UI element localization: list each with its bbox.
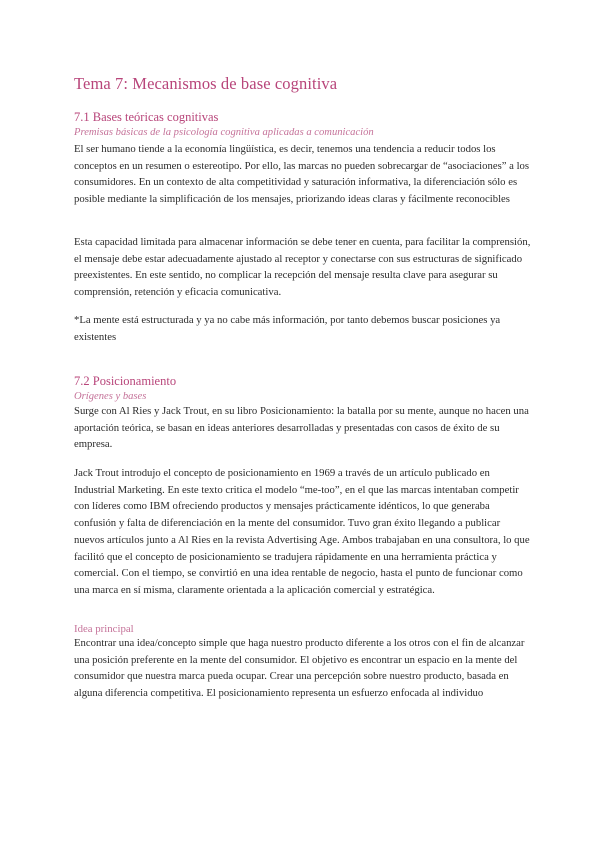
section-7-2-paragraph-1: Surge con Al Ries y Jack Trout, en su libro Posicionamiento: la batalla por su mente, aunque no hacen una aportación teórica, se basan en ideas anteriores desarrolladas y presentadas con casos de éxito de su empresa. [74, 405, 529, 451]
section-7-2-subheading: Orígenes y bases [74, 391, 147, 402]
section-7-1-heading: 7.1 Bases teóricas cognitivas [74, 110, 219, 124]
section-7-2-paragraph-3: Encontrar una idea/concepto simple que haga nuestro producto diferente a los otros con el fin de alcanzar una posición preferente en la mente del consumidor. El objetivo es encontrar un espacio en la mente del consumidor que nuestra marca pueda ocupar. Crear una percepción sobre nuestro producto, basada en alguna diferencia competitiva. El posicionamiento representa un esfuerzo enfocada al individuo [74, 637, 525, 700]
section-7-2-paragraph-2: Jack Trout introdujo el concepto de posicionamiento en 1969 a través de un artículo publicado en Industrial Marketing. En este texto critica el modelo “me-too”, en el que las marcas intentaban competir con líderes como IBM ofreciendo productos y mensajes prácticamente idénticos, lo que generaba confusión y falta de diferenciación en la mente del consumidor. Tuvo gran éxito llegando a publicar nuevos artículos junto a Al Ries en la revista Advertising Age. Ambos trabajaban en una consultora, lo que facilitó que el concepto de posicionamiento se tradujera rápidamente en una herramienta práctica y comercial. Con el tiempo, se convirtió en una idea rentable de negocio, hasta el punto de funcionar como una marca en sí misma, claramente orientada a la aplicación comercial y estratégica. [74, 467, 530, 596]
section-7-1-paragraph-1: El ser humano tiende a la economía lingüística, es decir, tenemos una tendencia a reducir todos los conceptos en un resumen o estereotipo. Por ello, las marcas no pueden sobrecargar de “asociaciones” a los consumidores. En un contexto de alta competitividad y saturación informativa, la diferenciación sólo es posible mediante la simplificación de los mensajes, priorizando ideas claras y fácilmente reconocibles [74, 143, 530, 206]
section-7-1-note: *La mente está estructurada y ya no cabe más información, por tanto debemos buscar posiciones ya existentes [74, 314, 501, 343]
section-7-2-heading: 7.2 Posicionamiento [74, 374, 177, 388]
page-title: Tema 7: Mecanismos de base cognitiva [74, 74, 338, 93]
section-7-2-idea-label: Idea principal [74, 623, 134, 635]
section-7-1-paragraph-2: Esta capacidad limitada para almacenar información se debe tener en cuenta, para facilitar la comprensión, el mensaje debe estar adecuadamente ajustado al receptor y conectarse con sus estructuras de significado preexistentes. En este sentido, no complicar la recepción del mensaje resulta clave para asegurar su comprensión, retención y eficacia comunicativa. [74, 236, 531, 299]
section-7-1-subheading: Premisas básicas de la psicología cognitiva aplicadas a comunicación [74, 127, 374, 138]
